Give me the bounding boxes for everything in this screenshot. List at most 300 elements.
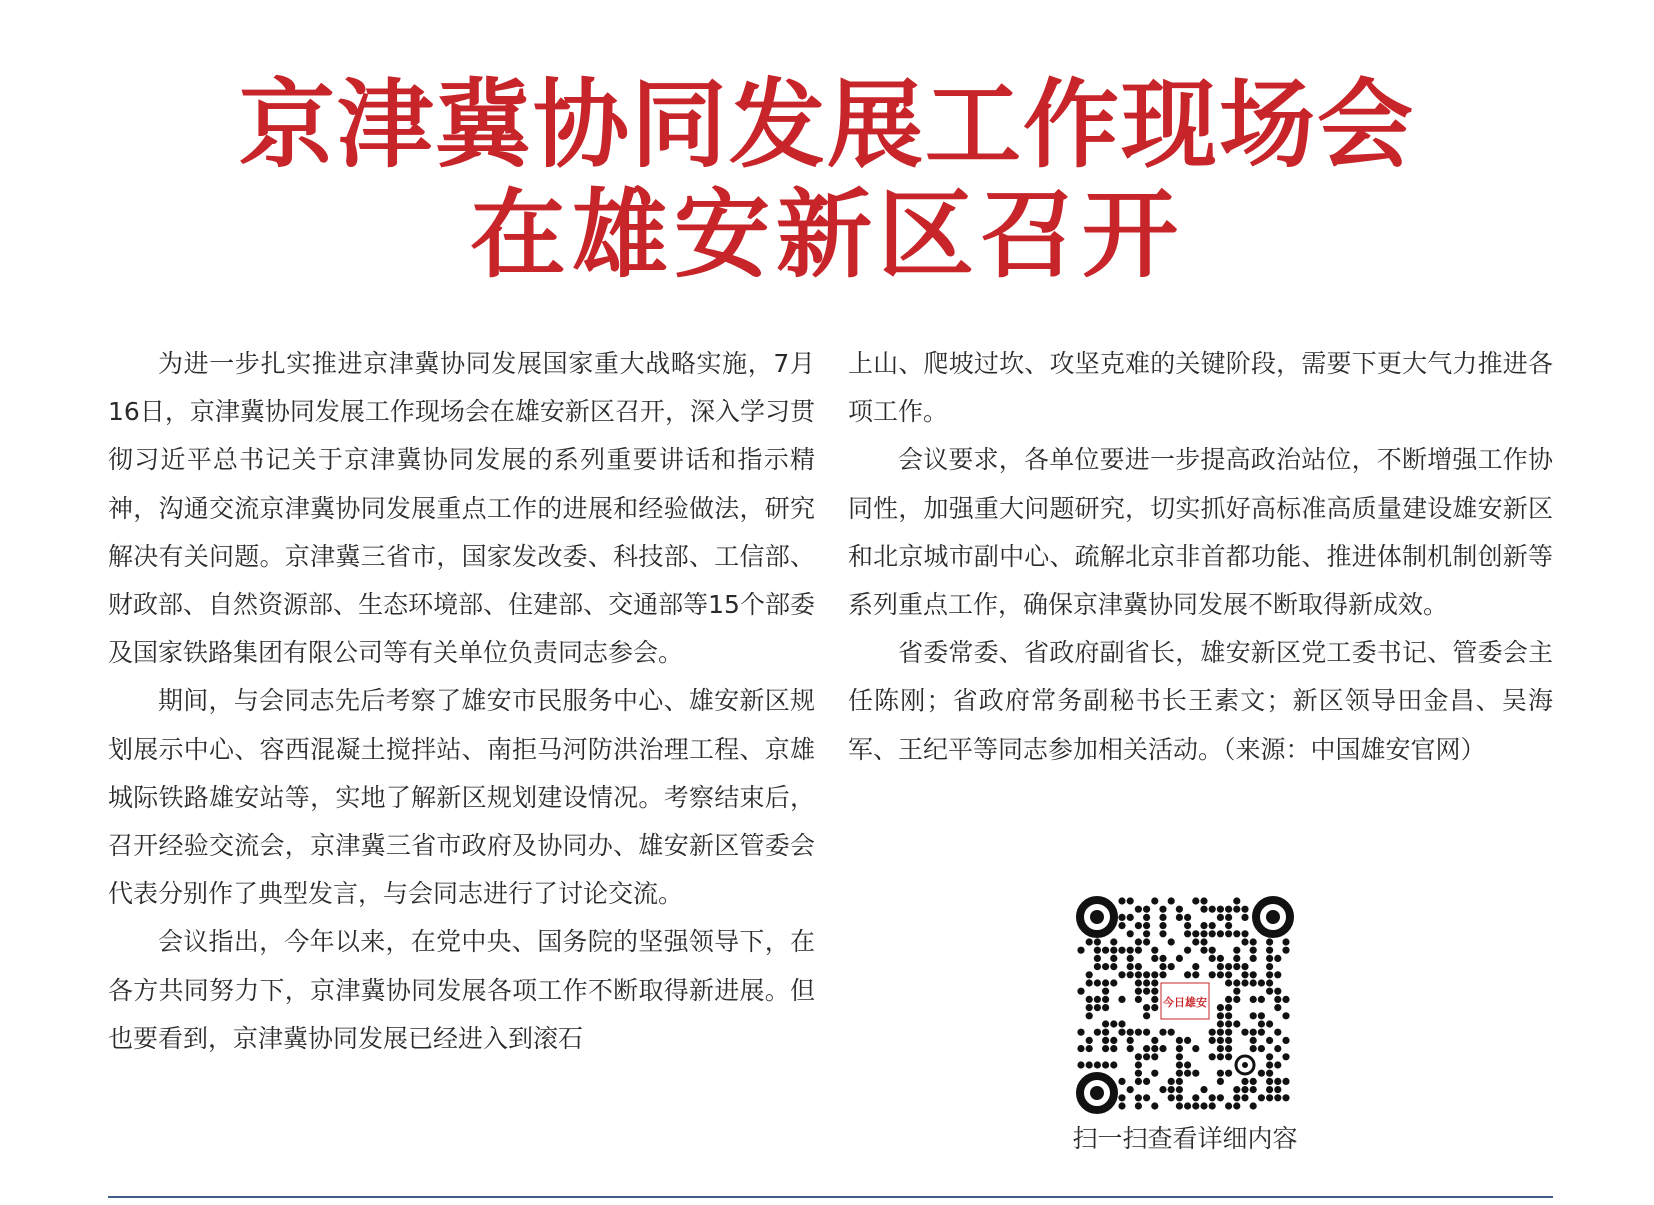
qr-module <box>1135 988 1142 995</box>
qr-module <box>1118 1094 1125 1101</box>
qr-module <box>1159 906 1166 913</box>
qr-module <box>1184 1037 1191 1044</box>
qr-module <box>1192 897 1199 904</box>
qr-module <box>1192 930 1199 937</box>
qr-module <box>1250 1045 1257 1052</box>
qr-module <box>1233 1020 1240 1027</box>
qr-module <box>1077 947 1084 954</box>
qr-module <box>1086 1061 1093 1068</box>
qr-module <box>1143 1045 1150 1052</box>
qr-module <box>1151 1070 1158 1077</box>
qr-module <box>1184 922 1191 929</box>
qr-module <box>1217 914 1224 921</box>
qr-module <box>1110 979 1117 986</box>
qr-module <box>1127 947 1134 954</box>
qr-module <box>1217 1029 1224 1036</box>
qr-module <box>1143 1053 1150 1060</box>
qr-module <box>1282 1037 1289 1044</box>
qr-module <box>1217 1094 1224 1101</box>
qr-module <box>1225 1037 1232 1044</box>
qr-module <box>1200 897 1207 904</box>
qr-module <box>1184 971 1191 978</box>
qr-module <box>1127 955 1134 962</box>
qr-module <box>1086 996 1093 1003</box>
qr-module <box>1282 996 1289 1003</box>
qr-module <box>1233 988 1240 995</box>
qr-module <box>1135 947 1142 954</box>
qr-module <box>1225 971 1232 978</box>
qr-module <box>1151 897 1158 904</box>
qr-module <box>1209 1102 1216 1109</box>
qr-module <box>1184 914 1191 921</box>
qr-module <box>1151 955 1158 962</box>
qr-module <box>1192 1070 1199 1077</box>
qr-module <box>1258 996 1265 1003</box>
qr-module <box>1176 1037 1183 1044</box>
qr-module <box>1200 930 1207 937</box>
qr-module <box>1266 988 1273 995</box>
qr-module <box>1176 1094 1183 1101</box>
qr-module <box>1168 897 1175 904</box>
qr-module <box>1233 947 1240 954</box>
qr-module <box>1151 996 1158 1003</box>
qr-module <box>1225 922 1232 929</box>
qr-module <box>1184 947 1191 954</box>
qr-module <box>1233 1086 1240 1093</box>
qr-module <box>1135 1061 1142 1068</box>
qr-module <box>1225 1012 1232 1019</box>
qr-module <box>1102 1061 1109 1068</box>
qr-module <box>1102 1045 1109 1052</box>
qr-module <box>1094 938 1101 945</box>
qr-module <box>1168 1078 1175 1085</box>
qr-module <box>1151 947 1158 954</box>
qr-module <box>1225 1004 1232 1011</box>
qr-module <box>1086 1045 1093 1052</box>
qr-module <box>1225 1053 1232 1060</box>
qr-module <box>1266 1086 1273 1093</box>
qr-module <box>1200 1102 1207 1109</box>
qr-module <box>1233 963 1240 970</box>
qr-module <box>1176 1061 1183 1068</box>
qr-module <box>1143 1078 1150 1085</box>
qr-module <box>1200 1086 1207 1093</box>
qr-module <box>1192 1094 1199 1101</box>
qr-module <box>1217 1078 1224 1085</box>
qr-module <box>1135 922 1142 929</box>
qr-module <box>1159 1045 1166 1052</box>
qr-module <box>1266 1037 1273 1044</box>
qr-module <box>1274 1004 1281 1011</box>
qr-module <box>1258 1020 1265 1027</box>
qr-module <box>1241 938 1248 945</box>
qr-module <box>1233 996 1240 1003</box>
qr-module <box>1151 1053 1158 1060</box>
qr-module <box>1118 1102 1125 1109</box>
qr-module <box>1077 988 1084 995</box>
qr-module <box>1094 996 1101 1003</box>
qr-module <box>1159 930 1166 937</box>
qr-module <box>1135 1094 1142 1101</box>
qr-module <box>1217 906 1224 913</box>
article-paragraph-continued: 上山、爬坡过坎、攻坚克难的关键阶段，需要下更大气力推进各项工作。 <box>848 349 1553 427</box>
qr-module <box>1176 1045 1183 1052</box>
qr-module <box>1110 1020 1117 1027</box>
qr-module <box>1233 930 1240 937</box>
qr-module <box>1176 914 1183 921</box>
qr-module <box>1118 897 1125 904</box>
qr-module <box>1274 1078 1281 1085</box>
qr-module <box>1118 1029 1125 1036</box>
qr-module <box>1192 1045 1199 1052</box>
qr-module <box>1135 979 1142 986</box>
qr-module <box>1135 1102 1142 1109</box>
qr-module <box>1192 938 1199 945</box>
headline-line-2: 在雄安新区召开 <box>470 178 1184 291</box>
qr-module <box>1258 1070 1265 1077</box>
qr-module <box>1241 1094 1248 1101</box>
qr-module <box>1266 963 1273 970</box>
qr-module <box>1258 1029 1265 1036</box>
qr-module <box>1266 1078 1273 1085</box>
qr-module <box>1159 971 1166 978</box>
qr-module <box>1118 914 1125 921</box>
qr-module <box>1094 963 1101 970</box>
qr-module <box>1135 1053 1142 1060</box>
qr-module <box>1176 1070 1183 1077</box>
qr-module <box>1143 1094 1150 1101</box>
qr-module <box>1209 955 1216 962</box>
qr-module <box>1176 906 1183 913</box>
qr-module <box>1102 979 1109 986</box>
qr-finder-top-right <box>1256 900 1290 934</box>
qr-module <box>1217 1020 1224 1027</box>
qr-module <box>1086 971 1093 978</box>
qr-module <box>1143 1029 1150 1036</box>
article-paragraph: 会议指出，今年以来，在党中央、国务院的坚强领导下，在各方共同努力下，京津冀协同发展各项工作不断取得新进展。但也要看到，京津冀协同发展已经进入到滚石 <box>108 927 815 1053</box>
qr-module <box>1184 1070 1191 1077</box>
qr-module <box>1159 922 1166 929</box>
qr-module <box>1225 906 1232 913</box>
qr-logo-text: 今日雄安 <box>1163 996 1207 1009</box>
qr-module <box>1209 1029 1216 1036</box>
qr-module <box>1151 971 1158 978</box>
qr-module <box>1266 955 1273 962</box>
qr-module <box>1209 906 1216 913</box>
qr-module <box>1241 979 1248 986</box>
qr-module <box>1102 988 1109 995</box>
qr-module <box>1143 914 1150 921</box>
qr-module <box>1151 1045 1158 1052</box>
qr-module <box>1159 1029 1166 1036</box>
qr-module <box>1102 1037 1109 1044</box>
qr-module <box>1233 1102 1240 1109</box>
qr-module <box>1077 1061 1084 1068</box>
qr-module <box>1094 979 1101 986</box>
qr-module <box>1209 922 1216 929</box>
qr-module <box>1282 1094 1289 1101</box>
qr-module <box>1266 1053 1273 1060</box>
qr-finder-bottom-left <box>1080 1076 1114 1110</box>
qr-module <box>1143 979 1150 986</box>
qr-module <box>1135 971 1142 978</box>
qr-module <box>1250 938 1257 945</box>
qr-module <box>1143 988 1150 995</box>
qr-module <box>1250 1086 1257 1093</box>
qr-module <box>1250 955 1257 962</box>
qr-module <box>1168 1086 1175 1093</box>
qr-module <box>1143 922 1150 929</box>
qr-module <box>1225 963 1232 970</box>
qr-module <box>1086 1004 1093 1011</box>
qr-module <box>1127 1029 1134 1036</box>
qr-module <box>1225 930 1232 937</box>
qr-module <box>1118 1020 1125 1027</box>
qr-module <box>1135 938 1142 945</box>
headline-line-1: 京津冀协同发展工作现场会 <box>239 68 1415 181</box>
qr-module <box>1127 897 1134 904</box>
qr-module <box>1282 947 1289 954</box>
qr-module <box>1233 897 1240 904</box>
qr-module <box>1168 1029 1175 1036</box>
qr-module <box>1274 955 1281 962</box>
qr-module <box>1135 996 1142 1003</box>
qr-module <box>1200 947 1207 954</box>
qr-caption: 扫一扫查看详细内容 <box>1072 1124 1298 1153</box>
qr-module <box>1274 996 1281 1003</box>
qr-module <box>1225 914 1232 921</box>
qr-module <box>1266 938 1273 945</box>
qr-module <box>1110 955 1117 962</box>
qr-module <box>1135 1078 1142 1085</box>
qr-module <box>1241 963 1248 970</box>
qr-module <box>1110 1061 1117 1068</box>
qr-module <box>1102 996 1109 1003</box>
qr-module <box>1102 947 1109 954</box>
qr-module <box>1118 1078 1125 1085</box>
qr-module <box>1209 930 1216 937</box>
qr-module <box>1110 1037 1117 1044</box>
qr-module <box>1102 963 1109 970</box>
qr-module <box>1225 979 1232 986</box>
qr-module <box>1176 1053 1183 1060</box>
qr-module <box>1110 947 1117 954</box>
qr-module <box>1143 906 1150 913</box>
qr-module <box>1274 1029 1281 1036</box>
qr-module <box>1151 988 1158 995</box>
qr-module <box>1200 922 1207 929</box>
qr-module <box>1151 1037 1158 1044</box>
qr-module <box>1118 996 1125 1003</box>
qr-module <box>1151 1004 1158 1011</box>
article-paragraph: 为进一步扎实推进京津冀协同发展国家重大战略实施，7月16日，京津冀协同发展工作现场会在雄安新区召开，深入学习贯彻习近平总书记关于京津冀协同发展的系列重要讲话和指示精神，沟通交流京津冀协同发展重点工作的进展和经验做法，研究解决有关问题。京津冀三省市，国家发改委、科技部、工信部、财政部、自然资源部、生态环境部、住建部、交通部等15个部委及国家铁路集团有限公司等有关单位负责同志参会。 <box>108 349 815 668</box>
qr-module <box>1225 1070 1232 1077</box>
qr-module <box>1127 1045 1134 1052</box>
qr-module <box>1241 930 1248 937</box>
qr-module <box>1168 938 1175 945</box>
qr-module <box>1209 1094 1216 1101</box>
qr-module <box>1168 1094 1175 1101</box>
qr-module <box>1209 1037 1216 1044</box>
qr-module <box>1143 938 1150 945</box>
qr-module <box>1250 971 1257 978</box>
qr-module <box>1250 947 1257 954</box>
qr-module <box>1250 1012 1257 1019</box>
qr-module <box>1184 1061 1191 1068</box>
qr-module <box>1192 963 1199 970</box>
qr-module <box>1118 922 1125 929</box>
qr-module <box>1094 1061 1101 1068</box>
qr-module <box>1127 914 1134 921</box>
qr-module <box>1274 1061 1281 1068</box>
qr-module <box>1258 1094 1265 1101</box>
qr-module <box>1159 914 1166 921</box>
qr-module <box>1094 1004 1101 1011</box>
qr-module <box>1217 930 1224 937</box>
qr-module <box>1151 1102 1158 1109</box>
bottom-divider <box>108 1196 1553 1198</box>
qr-module <box>1266 979 1273 986</box>
qr-module <box>1209 947 1216 954</box>
qr-module <box>1282 1053 1289 1060</box>
qr-module <box>1217 1053 1224 1060</box>
headline <box>0 70 1654 290</box>
qr-module <box>1110 1045 1117 1052</box>
qr-module <box>1102 1020 1109 1027</box>
qr-code-container[interactable] <box>1075 895 1295 1115</box>
qr-module <box>1250 979 1257 986</box>
qr-module <box>1077 1045 1084 1052</box>
qr-module <box>1266 1094 1273 1101</box>
qr-module <box>1077 1029 1084 1036</box>
qr-module <box>1135 963 1142 970</box>
qr-module <box>1217 1004 1224 1011</box>
qr-module <box>1274 971 1281 978</box>
qr-module <box>1274 1094 1281 1101</box>
qr-module <box>1127 963 1134 970</box>
qr-module <box>1233 979 1240 986</box>
qr-module <box>1110 938 1117 945</box>
qr-module <box>1250 996 1257 1003</box>
qr-module <box>1274 1086 1281 1093</box>
article-paragraph: 期间，与会同志先后考察了雄安市民服务中心、雄安新区规划展示中心、容西混凝土搅拌站、南拒马河防洪治理工程、京雄城际铁路雄安站等，实地了解新区规划建设情况。考察结束后，召开经验交流会，京津冀三省市政府及协同办、雄安新区管委会代表分别作了典型发言，与会同志进行了讨论交流。 <box>108 686 815 909</box>
qr-module <box>1176 1086 1183 1093</box>
qr-module <box>1159 955 1166 962</box>
qr-module <box>1086 1012 1093 1019</box>
qr-module <box>1143 1004 1150 1011</box>
qr-module <box>1282 1078 1289 1085</box>
qr-module <box>1143 1012 1150 1019</box>
qr-module <box>1209 1053 1216 1060</box>
qr-module <box>1266 947 1273 954</box>
qr-module <box>1192 1102 1199 1109</box>
qr-module <box>1135 1070 1142 1077</box>
qr-alignment <box>1236 1056 1254 1074</box>
qr-module <box>1094 1029 1101 1036</box>
qr-module <box>1184 930 1191 937</box>
qr-module <box>1184 1102 1191 1109</box>
qr-module <box>1118 971 1125 978</box>
qr-code[interactable] <box>1075 895 1295 1115</box>
qr-module <box>1143 971 1150 978</box>
qr-module <box>1225 1029 1232 1036</box>
qr-module <box>1274 1045 1281 1052</box>
qr-module <box>1118 947 1125 954</box>
qr-module <box>1241 1029 1248 1036</box>
qr-module <box>1225 1020 1232 1027</box>
qr-module <box>1217 1037 1224 1044</box>
qr-module <box>1217 971 1224 978</box>
qr-module <box>1241 971 1248 978</box>
article-left-column <box>108 340 815 1063</box>
qr-module <box>1135 1029 1142 1036</box>
qr-module <box>1102 1004 1109 1011</box>
qr-module <box>1209 971 1216 978</box>
qr-module <box>1127 971 1134 978</box>
qr-module <box>1094 947 1101 954</box>
qr-module <box>1258 1012 1265 1019</box>
qr-module <box>1266 1070 1273 1077</box>
qr-module <box>1241 914 1248 921</box>
qr-module <box>1241 906 1248 913</box>
qr-module <box>1225 1102 1232 1109</box>
qr-module <box>1258 979 1265 986</box>
qr-module <box>1176 1102 1183 1109</box>
qr-module <box>1266 1061 1273 1068</box>
qr-module <box>1258 1045 1265 1052</box>
qr-module <box>1250 1037 1257 1044</box>
qr-module <box>1225 996 1232 1003</box>
qr-module <box>1217 963 1224 970</box>
qr-module <box>1233 1094 1240 1101</box>
article-paragraph: 省委常委、省政府副省长，雄安新区党工委书记、管委会主任陈刚；省政府常务副秘书长王素文；新区领导田金昌、吴海军、王纪平等同志参加相关活动。（来源：中国雄安官网） <box>848 638 1553 764</box>
qr-module <box>1250 1102 1257 1109</box>
qr-module <box>1241 1078 1248 1085</box>
qr-module <box>1110 963 1117 970</box>
article-right-column <box>848 340 1553 774</box>
qr-module <box>1200 938 1207 945</box>
qr-module <box>1282 1012 1289 1019</box>
qr-module <box>1192 971 1199 978</box>
qr-module <box>1151 979 1158 986</box>
qr-module <box>1200 906 1207 913</box>
qr-module <box>1143 930 1150 937</box>
qr-module <box>1274 988 1281 995</box>
qr-module <box>1159 1086 1166 1093</box>
qr-module <box>1217 955 1224 962</box>
qr-module <box>1135 906 1142 913</box>
qr-module <box>1233 906 1240 913</box>
qr-module <box>1159 963 1166 970</box>
qr-module <box>1102 1029 1109 1036</box>
qr-module <box>1217 1070 1224 1077</box>
qr-module <box>1086 979 1093 986</box>
qr-module <box>1094 955 1101 962</box>
qr-module <box>1241 1086 1248 1093</box>
qr-module <box>1250 1078 1257 1085</box>
qr-module <box>1266 971 1273 978</box>
article-paragraph: 会议要求，各单位要进一步提高政治站位，不断增强工作协同性，加强重大问题研究，切实抓好高标准高质量建设雄安新区和北京城市副中心、疏解北京非首都功能、推进体制机制创新等系列重点工作，确保京津冀协同发展不断取得新成效。 <box>848 445 1553 620</box>
qr-module <box>1176 1078 1183 1085</box>
qr-module <box>1233 955 1240 962</box>
qr-module <box>1225 1045 1232 1052</box>
qr-module <box>1217 1012 1224 1019</box>
qr-finder-top-left <box>1080 900 1114 934</box>
qr-module <box>1086 938 1093 945</box>
qr-module <box>1217 1045 1224 1052</box>
qr-module <box>1168 963 1175 970</box>
qr-module <box>1086 1037 1093 1044</box>
